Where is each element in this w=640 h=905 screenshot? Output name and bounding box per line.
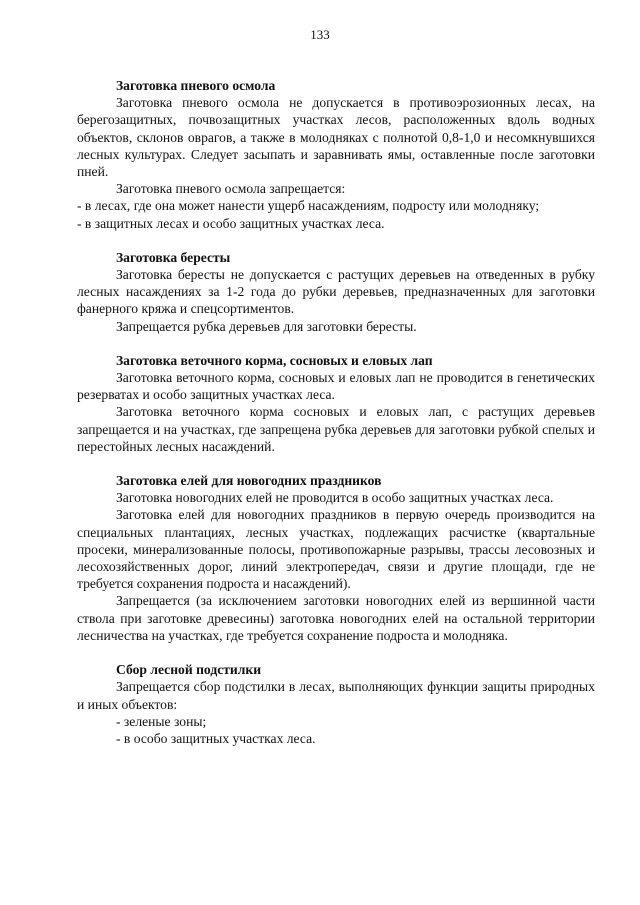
paragraph: Заготовка елей для новогодних праздников в первую очередь производится на специальных плантациях, лесных участках, подлежащих расчистке (квартальные просеки, минерализованные полосы, противопожарные разрывы, трассы лесовозных и лесохозяйственных дорог, линий электропередач, связи и другие площади, где не требуется сохранения подроста и насаждений). [77,507,595,592]
section-heading: Заготовка бересты [116,249,231,265]
section-new-year-trees [77,472,595,644]
section-twig-fodder [77,352,595,455]
section-heading: Сбор лесной подстилки [116,662,262,678]
paragraph: Заготовка бересты не допускается с растущих деревьев на отведенных в рубку лесных насаждениях за 1-2 года до рубки деревьев, предназначенных для заготовки фанерного кряжа и спецсортиментов. [77,267,595,317]
paragraph: Заготовка веточного корма, сосновых и еловых лап не проводится в генетических резерватах и особо защитных участках леса. [77,370,595,403]
section-birch-bark [77,249,595,335]
section-heading: Заготовка веточного корма, сосновых и еловых лап [116,352,433,368]
list-item: - в защитных лесах и особо защитных участках леса. [77,215,385,231]
paragraph: Запрещается сбор подстилки в лесах, выполняющих функции защиты природных и иных объектов: [77,679,595,712]
paragraph: Заготовка новогодних елей не проводится в особо защитных участках леса. [116,490,554,506]
list-item: - зеленые зоны; [116,713,207,729]
paragraph: Запрещается (за исключением заготовки новогодних елей из вершинной части ствола при заготовке древесины) заготовка новогодних елей на остальной территории лесничества на участках, где требуется сохранение подроста и молодняка. [77,593,595,643]
section-heading: Заготовка елей для новогодних праздников [116,473,382,489]
section-forest-litter [77,661,595,747]
paragraph: Запрещается рубка деревьев для заготовки бересты. [116,318,417,334]
paragraph: Заготовка пневого осмола не допускается в противоэрозионных лесах, на берегозащитных, почвозащитных участках лесов, расположенных вдоль водных объектов, склонов оврагов, а также в молодняках с полнотой 0,8-1,0 и несомкнувшихся лесных культурах. Следует засыпать и заравнивать ямы, оставленные после заготовки пней. [77,95,595,180]
page-number: 133 [310,27,330,42]
list-item: - в лесах, где она может нанести ущерб насаждениям, подросту или молодняку; [77,198,540,214]
section-stump-resin [77,77,595,232]
list-item: - в особо защитных участках леса. [116,730,316,746]
document-body [77,77,595,764]
paragraph: Заготовка пневого осмола запрещается: [116,181,346,197]
section-heading: Заготовка пневого осмола [116,78,276,93]
paragraph: Заготовка веточного корма сосновых и еловых лап, с растущих деревьев запрещается и на участках, где запрещена рубка деревьев для заготовки рубкой спелых и перестойных лесных насаждений. [77,404,595,454]
